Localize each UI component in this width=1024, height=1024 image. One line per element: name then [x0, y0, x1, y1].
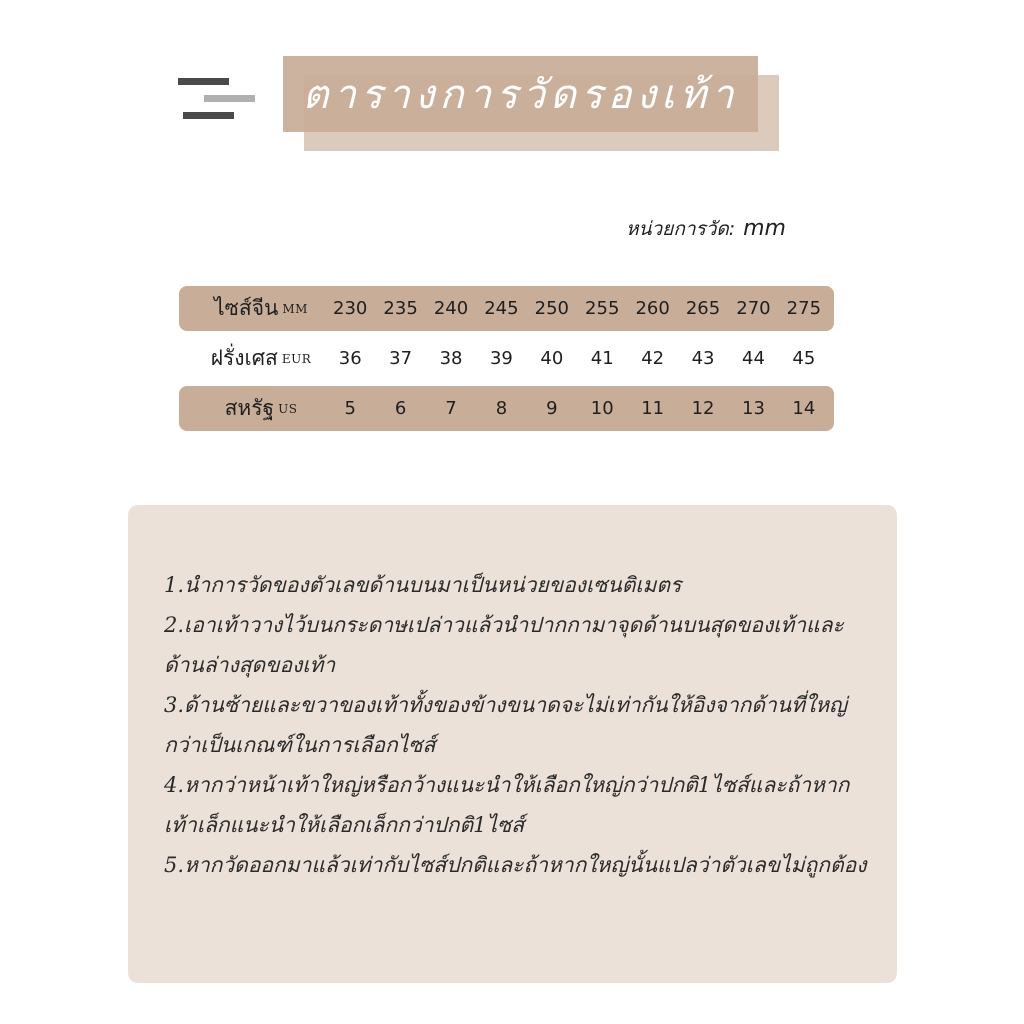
row-label [191, 386, 331, 431]
notes-list [164, 565, 879, 885]
decorative-line [204, 95, 255, 102]
page-title: ตารางการวัดรองเท้า [302, 72, 739, 118]
unit-label [626, 214, 816, 244]
size-cell: 41 [590, 348, 614, 369]
size-cell: 5 [344, 398, 356, 419]
decorative-line [178, 78, 229, 85]
size-cell: 44 [742, 348, 765, 369]
size-cell: 13 [742, 398, 765, 419]
size-row-cn [179, 286, 834, 331]
size-cell: 255 [585, 298, 620, 319]
size-cell: 45 [792, 348, 816, 369]
size-cell: 230 [333, 298, 368, 319]
row-values [325, 336, 829, 381]
size-cell: 260 [635, 298, 670, 319]
size-cell: 38 [439, 348, 463, 369]
size-cell: 36 [338, 348, 362, 369]
note-item: 1.นำการวัดของตัวเลขด้านบนมาเป็นหน่วยของเซนติเมตร [164, 573, 682, 597]
size-cell: 7 [445, 398, 457, 419]
size-cell: 40 [540, 348, 564, 369]
size-cell: 270 [736, 298, 771, 319]
size-cell: 42 [641, 348, 665, 369]
size-cell: 250 [534, 298, 569, 319]
size-cell: 8 [495, 398, 508, 419]
size-cell: 240 [433, 298, 469, 319]
note-item: 4.หากว่าหน้าเท้าใหญ่หรือกว้างแนะนำให้เลือกใหญ่กว่าปกติ1ไซส์และถ้าหากเท้าเล็กแนะนำให้เลือกเล็กกว่าปกติ1ไซส์ [164, 773, 850, 837]
row-label-text: ไซส์จีน [214, 296, 279, 320]
size-cell: 10 [590, 398, 614, 419]
note-item: 5.หากวัดออกมาแล้วเท่ากับไซส์ปกติและถ้าหากใหญ่นั้นแปลว่าตัวเลขไม่ถูกต้อง [164, 853, 867, 877]
notes-card [128, 505, 897, 983]
size-cell: 235 [383, 298, 418, 319]
row-unit: MM [282, 301, 308, 316]
size-row-us [179, 386, 834, 431]
row-label [191, 286, 331, 331]
size-cell: 9 [546, 398, 558, 419]
size-cell: 39 [489, 348, 513, 369]
row-unit: EUR [281, 351, 312, 366]
row-values [325, 386, 829, 431]
row-unit: US [278, 401, 298, 416]
decorative-line [183, 112, 234, 119]
note-item: 2.เอาเท้าวางไว้บนกระดาษเปล่าวแล้วนำปากกามาจุดด้านบนสุดของเท้าและด้านล่างสุดของเท้า [164, 613, 844, 677]
size-cell: 11 [641, 398, 665, 419]
row-label-text: ฝรั่งเศส [210, 346, 278, 370]
size-cell: 6 [394, 398, 407, 419]
size-cell: 12 [691, 398, 715, 419]
row-label [191, 336, 331, 381]
note-item: 3.ด้านซ้ายและขวาของเท้าทั้งของข้างขนาดจะไม่เท่ากันให้อิงจากด้านที่ใหญ่กว่าเป็นเกณฑ์ในการเลือกไซส์ [164, 693, 847, 757]
row-label-text: สหรัฐ [224, 396, 275, 420]
unit-caption: หน่วยการวัด: [626, 218, 736, 240]
size-cell: 37 [389, 348, 413, 369]
size-row-eur [179, 336, 834, 381]
size-cell: 265 [685, 298, 721, 319]
size-cell: 245 [484, 298, 519, 319]
row-values [325, 286, 829, 331]
decorative-lines-icon [178, 78, 258, 123]
size-cell: 14 [792, 398, 816, 419]
size-cell: 275 [786, 298, 822, 319]
size-cell: 43 [691, 348, 715, 369]
unit-value: mm [743, 216, 786, 241]
